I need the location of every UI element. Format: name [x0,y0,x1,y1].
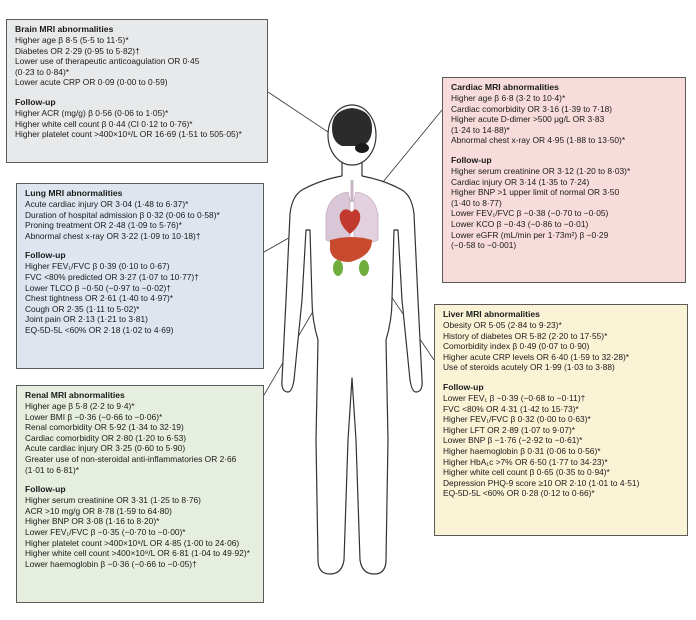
lung-line: Acute cardiac injury OR 3·04 (1·48 to 6·37)* [25,199,189,209]
lung-follow-line: FVC <80% predicted OR 3·27 (1·07 to 10·77)† [25,271,199,282]
lung-title: Lung MRI abnormalities [25,188,123,198]
cardiac-line: Higher acute D-dimer >500 μg/L OR 3·83 [451,114,605,125]
cardiac-line: (1·24 to 14·88)* [451,124,510,135]
liver-line: Obesity OR 5·05 (2·84 to 9·23)* [443,320,562,330]
liver-follow-line: FVC <80% OR 4·31 (1·42 to 15·73)* [443,403,579,414]
cardiac-line: Higher age β 6·8 (3·2 to 10·4)* [451,93,566,103]
lung-follow-line: EQ-5D-5L <60% OR 2·18 (1·02 to 4·69) [25,324,174,335]
liver-follow-line: Higher HbA₁c >7% OR 6·50 (1·77 to 34·23)* [443,456,608,467]
lung-follow-line: Cough OR 2·35 (1·11 to 5·02)* [25,303,140,314]
cardiac-follow-line: (−0·58 to −0·001) [451,240,517,251]
cardiac-title: Cardiac MRI abnormalities [451,82,559,92]
renal-follow-line: Higher BNP OR 3·08 (1·16 to 8·20)* [25,516,160,527]
renal-line: Renal comorbidity OR 5·92 (1·34 to 32·19) [25,422,184,433]
renal-line: Acute cardiac injury OR 3·25 (0·60 to 5·90) [25,443,186,454]
renal-line: Higher age β 5·8 (2·2 to 9·4)* [25,401,135,411]
cardiac-follow-line: Lower KCO β −0·43 (−0·86 to −0·01) [451,218,589,229]
brain-panel [6,19,268,163]
renal-line: Greater use of non-steroidal anti-inflammatories OR 2·66 [25,453,237,464]
lung-line: Proning treatment OR 2·48 (1·09 to 5·76)* [25,220,182,231]
cardiac-follow-line: Lower eGFR (mL/min per 1·73m²) β −0·29 [451,229,609,240]
brain-follow-line: Higher white cell count β 0·44 (CI 0·12 to 0·76)* [15,118,193,129]
liver-line: Use of steroids acutely OR 1·99 (1·03 to 3·88) [443,362,615,373]
liver-follow-line: Depression PHQ-9 score ≥10 OR 2·10 (1·01 to 4·51) [443,477,640,488]
left-kidney-organ [333,260,343,276]
liver-panel [434,304,688,536]
cardiac-follow-up-title: Follow-up [451,154,492,165]
cardiac-panel [442,77,686,283]
brain-organ [332,108,372,146]
cardiac-follow-line: Cardiac injury OR 3·14 (1·35 to 7·24) [451,176,590,187]
renal-follow-line: ACR >10 mg/g OR 8·78 (1·59 to 64·80) [25,505,172,516]
lung-line: Abnormal chest x-ray OR 3·22 (1·09 to 10·18)† [25,230,201,241]
brain-follow-up-title: Follow-up [15,96,56,107]
liver-follow-line: Higher FEV₁/FVC β 0·32 (0·00 to 0·63)* [443,414,591,425]
renal-follow-line: Higher platelet count >400×10⁹/L OR 4·85 (1·00 to 24·06) [25,537,240,548]
liver-title: Liver MRI abnormalities [443,309,540,319]
torso-outline [282,176,422,574]
brain-title: Brain MRI abnormalities [15,24,114,34]
cardiac-follow-line: Lower FEV₁/FVC β −0·38 (−0·70 to −0·05) [451,208,609,219]
liver-follow-line: EQ-5D-5L <60% OR 0·28 (0·12 to 0·66)* [443,488,595,499]
renal-follow-line: Higher white cell count >400×10⁹/L OR 6·81 (1·04 to 49·92)* [25,548,250,559]
lung-follow-up-title: Follow-up [25,250,66,261]
cardiac-follow-line: Higher serum creatinine OR 3·12 (1·20 to 8·03)* [451,165,631,176]
renal-title: Renal MRI abnormalities [25,390,125,400]
brain-line: Diabetes OR 2·29 (0·95 to 5·82)† [15,45,140,56]
brain-follow-line: Higher ACR (mg/g) β 0·56 (0·06 to 1·05)* [15,107,169,118]
liver-line: History of diabetes OR 5·82 (2·20 to 17·55)* [443,330,608,341]
renal-line: Cardiac comorbidity OR 2·80 (1·20 to 6·53) [25,432,187,443]
liver-follow-up-title: Follow-up [443,381,484,392]
cardiac-line: Cardiac comorbidity OR 3·16 (1·39 to 7·18) [451,103,613,114]
renal-line: Lower BMI β −0·36 (−0·66 to −0·06)* [25,411,163,422]
lung-follow-line: Joint pain OR 2·13 (1·21 to 3·81) [25,314,148,325]
liver-line: Comorbidity index β 0·49 (0·07 to 0·90) [443,341,590,352]
brain-line: Lower acute CRP OR 0·09 (0·00 to 0·59) [15,77,168,88]
renal-panel [16,385,264,603]
lung-line: Duration of hospital admission β 0·32 (0·06 to 0·58)* [25,209,220,220]
brain-line: (0·23 to 0·84)* [15,66,69,77]
brain-line: Higher age β 8·5 (5·5 to 11·5)* [15,35,129,45]
brain-follow-line: Higher platelet count >400×10⁹/L OR 16·69 (1·51 to 505·05)* [15,129,242,140]
renal-follow-line: Lower FEV₁/FVC β −0·35 (−0·70 to −0·00)* [25,526,186,537]
lung-panel [16,183,264,369]
renal-line: (1·01 to 6·81)* [25,464,79,475]
liver-line: Higher acute CRP levels OR 6·40 (1·59 to 32·28)* [443,351,630,362]
cardiac-follow-line: (1·40 to 8·77) [451,197,502,208]
right-kidney-organ [359,260,369,276]
renal-follow-line: Lower haemoglobin β −0·36 (−0·66 to −0·05)† [25,558,197,569]
liver-follow-line: Higher white cell count β 0·65 (0·35 to 0·94)* [443,467,610,478]
brain-line: Lower use of therapeutic anticoagulation OR 0·45 [15,56,200,67]
renal-follow-line: Higher serum creatinine OR 3·31 (1·25 to 8·76) [25,495,201,506]
liver-follow-line: Higher haemoglobin β 0·31 (0·06 to 0·56)* [443,445,601,456]
liver-follow-line: Lower FEV₁ β −0·39 (−0·68 to −0·11)† [443,392,586,403]
cerebellum-organ [355,143,369,153]
lung-follow-line: Higher FEV₁/FVC β 0·39 (0·10 to 0·67) [25,261,170,272]
liver-follow-line: Higher LFT OR 2·89 (1·07 to 9·07)* [443,424,576,435]
liver-follow-line: Lower BNP β −1·76 (−2·92 to −0·61)* [443,435,583,446]
lung-follow-line: Chest tightness OR 2·61 (1·40 to 4·97)* [25,293,174,304]
cardiac-follow-line: Higher BNP >1 upper limit of normal OR 3·50 [451,187,620,198]
lung-follow-line: Lower TLCO β −0·50 (−0·97 to −0·02)† [25,282,171,293]
renal-follow-up-title: Follow-up [25,484,66,495]
cardiac-line: Abnormal chest x-ray OR 4·95 (1·88 to 13·50)* [451,135,626,146]
